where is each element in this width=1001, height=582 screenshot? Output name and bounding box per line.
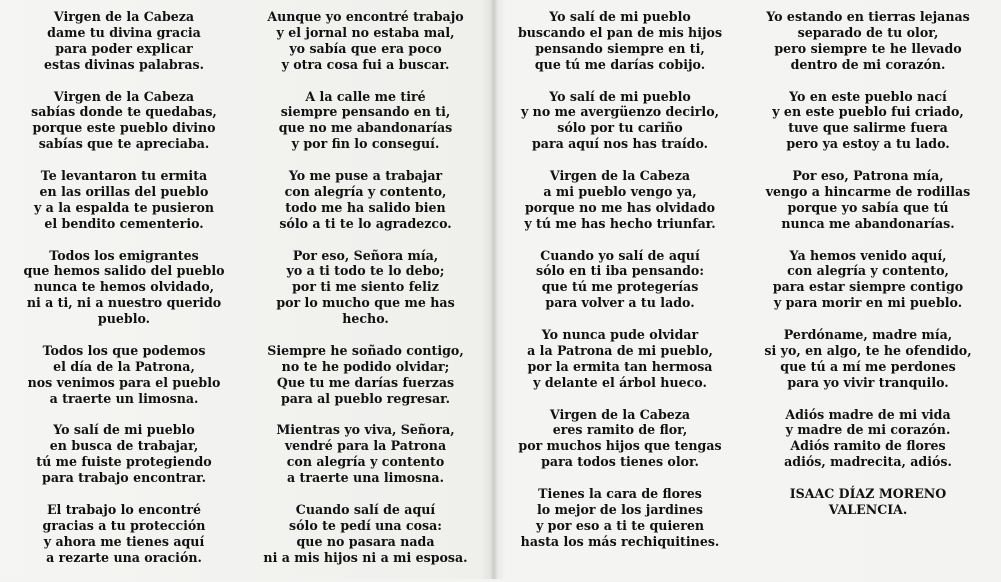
verse-line: eres ramito de flor, [552, 422, 688, 438]
stanza [0, 168, 248, 232]
verse-line: yo a ti todo te lo debo; [286, 263, 445, 279]
verse-line: Siempre he soñado contigo, [267, 342, 464, 358]
stanza [743, 9, 993, 73]
verse-line: y ahora me tienes aquí [43, 533, 205, 549]
verse-line: que no pasara nada [296, 533, 435, 549]
verse-line: el bendito cementerio. [44, 215, 204, 231]
stanza [743, 407, 993, 471]
verse-line: con alegría y contento [286, 454, 445, 470]
poem-column-2 [243, 9, 488, 582]
stanza [0, 89, 248, 153]
page-fold [490, 0, 498, 579]
verse-line: Yo en este pueblo nací [789, 88, 947, 104]
verse-line: hasta los más rechiquitines. [520, 533, 720, 549]
verse-line: porque este pueblo divino [32, 120, 216, 136]
verse-line: y delante el árbol hueco. [533, 374, 707, 390]
verse-line: separado de tu olor, [797, 24, 939, 40]
verse-line: pero ya estoy a tu lado. [786, 136, 950, 152]
verse-line: para yo vivir tranquilo. [787, 374, 949, 390]
verse-line: Ya hemos venido aquí, [789, 247, 947, 263]
verse-line: dentro de mi corazón. [790, 56, 946, 72]
verse-line: con alegría y contento, [284, 183, 447, 199]
verse-line: que tú me darías cobijo. [534, 56, 706, 72]
verse-line: sabías que te apreciaba. [38, 136, 210, 152]
verse-line: por la ermita tan hermosa [527, 358, 713, 374]
stanza [0, 343, 248, 407]
verse-line: y por eso a ti te quieren [535, 517, 705, 533]
verse-line: todo me ha salido bien [285, 199, 446, 215]
verse-line: y tú me has hecho triunfar. [524, 215, 716, 231]
verse-line: dame tu divina gracia [47, 24, 201, 40]
verse-line: El trabajo lo encontré [46, 502, 202, 517]
verse-line: por muchos hijos que tengas [518, 438, 722, 454]
verse-line: pero siempre te he llevado [774, 40, 962, 56]
verse-line: pueblo. [97, 311, 151, 327]
verse-line: y a la espalda te pusieron [33, 199, 215, 215]
verse-line: para estar siempre contigo [772, 279, 964, 295]
verse-line: Por eso, Señora mía, [292, 247, 439, 263]
stanza [743, 168, 993, 232]
verse-line: no te he podido olvidar; [281, 358, 450, 374]
verse-line: Yo salí de mi pueblo [53, 422, 195, 438]
verse-line: adiós, madrecita, adiós. [784, 454, 952, 470]
verse-line: sólo por tu cariño [557, 120, 683, 136]
stanza [0, 248, 248, 328]
verse-line: pensando siempre en ti, [535, 40, 705, 56]
stanza [500, 168, 740, 232]
verse-line: por ti me siento feliz [292, 279, 439, 295]
verse-line: nunca me abandonarías. [781, 215, 955, 231]
stanza [243, 502, 488, 566]
verse-line: que tú a mí me perdones [780, 358, 956, 374]
verse-line: a traerte un limosna. [49, 390, 199, 406]
verse-line: para trabajo encontrar. [42, 470, 206, 486]
verse-line: Mientras yo viva, Señora, [276, 422, 455, 438]
verse-line: para volver a tu lado. [545, 295, 695, 311]
verse-line: a traerte una limosna. [287, 470, 444, 486]
stanza [500, 9, 740, 73]
verse-line: porque yo sabía que tú [787, 199, 949, 215]
verse-line: Cuando salí de aquí [295, 502, 436, 517]
verse-line: con alegría y contento, [787, 263, 949, 279]
verse-line: para poder explicar [55, 40, 193, 56]
verse-line: Perdóname, madre mía, [783, 327, 953, 343]
verse-line: y madre de mi corazón. [785, 422, 951, 438]
verse-line: Virgen de la Cabeza [549, 168, 691, 184]
verse-line: en las orillas del pueblo [39, 183, 209, 199]
verse-line: para todos tienes olor. [541, 454, 699, 470]
verse-line: Yo me puse a trabajar [288, 168, 443, 184]
verse-line: nunca te hemos olvidado, [33, 279, 215, 295]
verse-line: y no me avergüenzo decirlo, [520, 104, 720, 120]
verse-line: a mi pueblo vengo ya, [543, 183, 697, 199]
stanza [500, 327, 740, 391]
verse-line: que no me abandonarías [278, 120, 453, 136]
verse-line: sólo en ti iba pensando: [536, 263, 704, 279]
stanza [243, 9, 488, 73]
verse-line: hecho. [342, 311, 389, 327]
verse-line: porque no me has olvidado [524, 199, 716, 215]
verse-line: vendré para la Patrona [284, 438, 447, 454]
verse-line: sabías donde te quedabas, [31, 104, 217, 120]
verse-line: Por eso, Patrona mía, [792, 168, 944, 184]
verse-line: estas divinas palabras. [43, 56, 205, 72]
verse-line: y el jornal no estaba mal, [276, 24, 455, 40]
stanza [243, 248, 488, 328]
verse-line: yo sabía que era poco [289, 40, 442, 56]
verse-line: Virgen de la Cabeza [549, 406, 691, 422]
stanza [0, 502, 248, 566]
stanza [743, 248, 993, 312]
verse-line: Adiós ramito de flores [790, 438, 946, 454]
verse-line: lo mejor de los jardines [537, 502, 703, 517]
verse-line: a la Patrona de mi pueblo, [527, 342, 713, 358]
verse-line: a rezarte una oración. [46, 549, 202, 565]
verse-line: Te levantaron tu ermita [40, 168, 208, 184]
verse-line: sólo a ti te lo agradezco. [279, 215, 452, 231]
verse-line: Yo salí de mi pueblo [549, 9, 691, 24]
verse-line: gracias a tu protección [42, 517, 206, 533]
verse-line: Virgen de la Cabeza [53, 9, 195, 24]
verse-line: por lo mucho que me has [276, 295, 455, 311]
verse-line: Cuando yo salí de aquí [540, 247, 700, 263]
verse-line: para aquí nos has traído. [531, 136, 709, 152]
verse-line: ISAAC DÍAZ MORENO [789, 486, 947, 502]
verse-line: que tú me protegerías [541, 279, 699, 295]
verse-line: el día de la Patrona, [53, 358, 195, 374]
poem-column-4 [743, 9, 993, 534]
verse-line: en busca de trabajar, [49, 438, 199, 454]
verse-line: buscando el pan de mis hijos [517, 24, 723, 40]
verse-line: Aunque yo encontré trabajo [267, 9, 464, 24]
stanza [0, 9, 248, 73]
stanza [243, 343, 488, 407]
stanza [243, 168, 488, 232]
verse-line: tuve que salirme fuera [788, 120, 948, 136]
verse-line: nos venimos para el pueblo [27, 374, 221, 390]
stanza [743, 327, 993, 391]
stanza [500, 89, 740, 153]
verse-line: y por fin lo conseguí. [291, 136, 440, 152]
verse-line: y en este pueblo fui criado, [772, 104, 964, 120]
verse-line: tú me fuiste protegiendo [36, 454, 212, 470]
stanza [500, 248, 740, 312]
verse-line: que hemos salido del pueblo [23, 263, 225, 279]
verse-line: Tienes la cara de flores [538, 486, 702, 502]
stanza [243, 422, 488, 486]
poem-column-1 [0, 9, 248, 582]
stanza [743, 89, 993, 153]
verse-line: siempre pensando en ti, [280, 104, 451, 120]
verse-line: Adiós madre de mi vida [785, 406, 951, 422]
verse-line: Virgen de la Cabeza [53, 88, 195, 104]
stanza [0, 422, 248, 486]
verse-line: ni a ti, ni a nuestro querido [26, 295, 222, 311]
verse-line: Yo salí de mi pueblo [549, 88, 691, 104]
verse-line: VALENCIA. [828, 502, 908, 517]
verse-line: para al pueblo regresar. [280, 390, 451, 406]
stanza [743, 486, 993, 518]
stanza [500, 407, 740, 471]
verse-line: ni a mis hijos ni a mi esposa. [263, 549, 468, 565]
verse-line: y para morir en mi pueblo. [773, 295, 963, 311]
verse-line: A la calle me tiré [305, 88, 426, 104]
verse-line: Yo nunca pude olvidar [541, 327, 699, 343]
stanza [243, 89, 488, 153]
poem-column-3 [500, 9, 740, 566]
verse-line: Yo estando en tierras lejanas [766, 9, 970, 24]
stanza [500, 486, 740, 550]
verse-line: y otra cosa fui a buscar. [281, 56, 450, 72]
verse-line: Que tu me darías fuerzas [276, 374, 455, 390]
verse-line: si yo, en algo, te he ofendido, [764, 342, 972, 358]
verse-line: Todos los que podemos [42, 342, 206, 358]
verse-line: Todos los emigrantes [49, 247, 199, 263]
verse-line: vengo a hincarme de rodillas [765, 183, 971, 199]
verse-line: sólo te pedí una cosa: [289, 517, 442, 533]
